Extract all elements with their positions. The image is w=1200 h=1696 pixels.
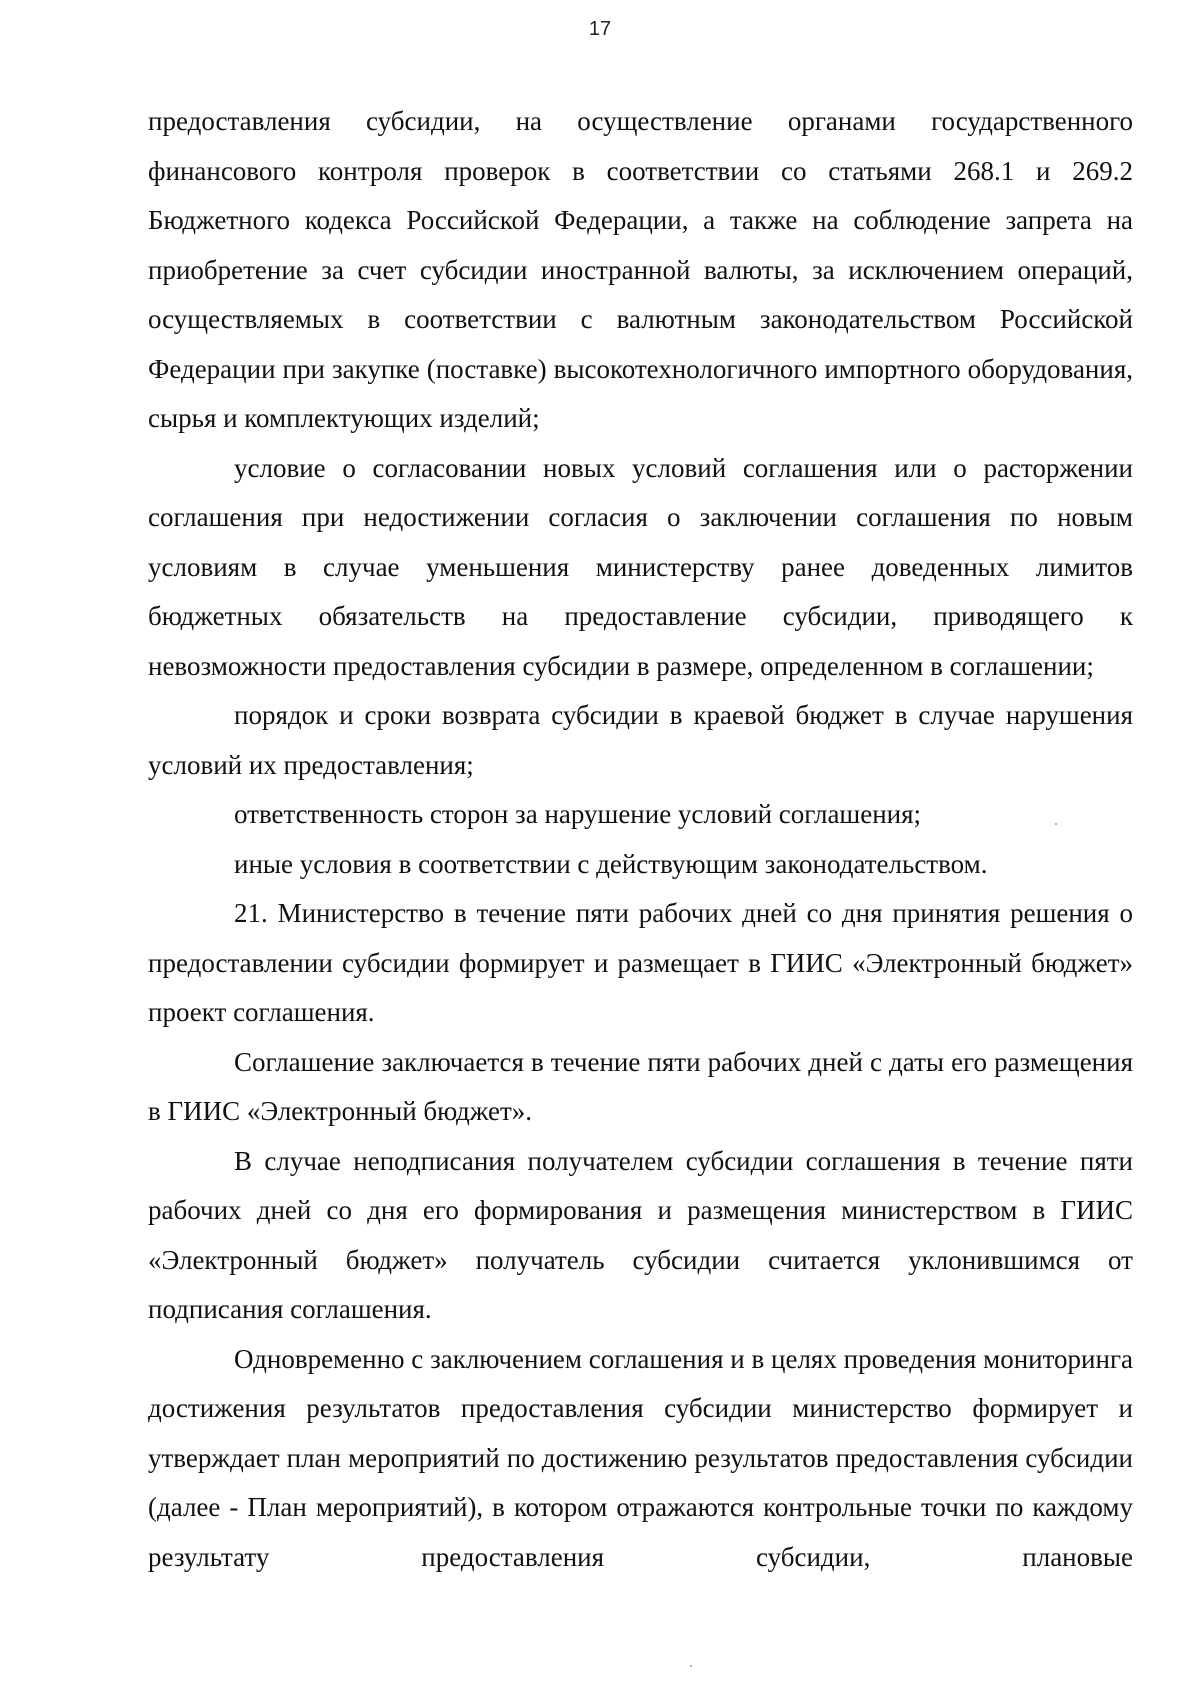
scan-speck bbox=[1055, 823, 1057, 825]
paragraph-agreement-conditions: условие о согласовании новых условий соглашения или о расторжении соглашения при недостижении согласия о заключении соглашения по новым условиям в случае уменьшения министерству ранее доведенных лимитов бюджетных обязательств на предоставление субсидии, приводящего к невозможности предоставления субсидии в размере, определенном в соглашении; bbox=[148, 452, 1133, 681]
paragraph-clause-21: 21. Министерство в течение пяти рабочих дней со дня принятия решения о предоставлении субсидии формирует и размещает в ГИИС «Электронный бюджет» проект соглашения. bbox=[148, 898, 1133, 1027]
scan-speck bbox=[690, 1665, 692, 1667]
page-number: 17 bbox=[588, 18, 612, 40]
paragraph-monitoring-plan: Одновременно с заключением соглашения и в целях проведения мониторинга достижения результатов предоставления субсидии министерство формирует и утверждает план мероприятий по достижению результатов предоставления субсидии (далее - План мероприятий), в котором отражаются контрольные точки по каждому результату предоставления субсидии, плановые bbox=[148, 1343, 1133, 1572]
paragraph-non-signing: В случае неподписания получателем субсидии соглашения в течение пяти рабочих дней со дня его формирования и размещения министерством в ГИИС «Электронный бюджет» получатель субсидии считается уклонившимся от подписания соглашения. bbox=[148, 1145, 1133, 1324]
document-body bbox=[148, 97, 1133, 1582]
paragraph-subsidy-control: предоставления субсидии, на осуществление органами государственного финансового контроля проверок в соответствии со статьями 268.1 и 269.2 Бюджетного кодекса Российской Федерации, а также на соблюдение запрета на приобретение за счет субсидии иностранной валюты, за исключением операций, осуществляемых в соответствии с валютным законодательством Российской Федерации при закупке (поставке) высокотехнологичного импортного оборудования, сырья и комплектующих изделий; bbox=[148, 106, 1133, 433]
paragraph-refund-procedure: порядок и сроки возврата субсидии в краевой бюджет в случае нарушения условий их предоставления; bbox=[148, 700, 1133, 780]
paragraph-agreement-conclusion: Соглашение заключается в течение пяти рабочих дней с даты его размещения в ГИИС «Электронный бюджет». bbox=[148, 1046, 1133, 1126]
paragraph-liability: ответственность сторон за нарушение условий соглашения; bbox=[234, 799, 922, 829]
paragraph-other-conditions: иные условия в соответствии с действующим законодательством. bbox=[234, 848, 988, 879]
